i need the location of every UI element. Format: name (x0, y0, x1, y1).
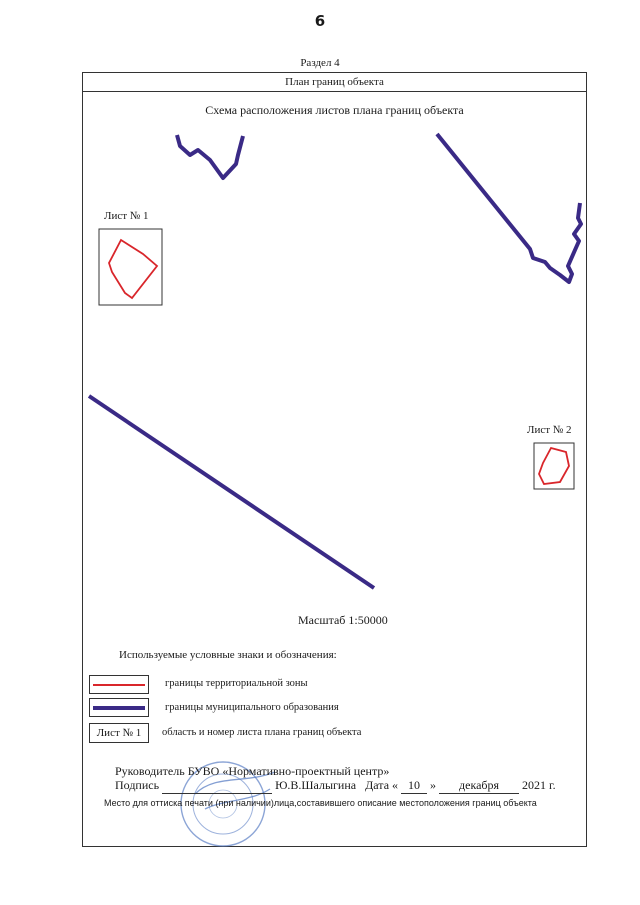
date-close: » (430, 778, 437, 792)
scale-label: Масштаб 1:50000 (298, 613, 388, 627)
section-title: Раздел 4 (300, 57, 340, 69)
stamp-place-note: Место для оттиска печати (при наличии)лица,составившего описание местоположения границ объекта (104, 798, 537, 808)
date-label: Дата « (365, 778, 399, 792)
sheet1-box[interactable] (99, 229, 162, 305)
legend-sheet-text: область и номер листа плана границ объекта (162, 727, 362, 738)
plan-header: План границ объекта (82, 72, 587, 92)
date-month: декабря (439, 778, 519, 794)
signature-line (115, 778, 556, 794)
signature-blank (162, 778, 272, 794)
legend-blue-symbol (89, 698, 149, 717)
legend-title: Используемые условные знаки и обозначения: (119, 649, 337, 661)
municipal-boundary-top (177, 135, 243, 178)
sign-label: Подпись (115, 778, 160, 792)
legend-sheet-symbol: Лист № 1 (89, 723, 149, 743)
scheme-title: Схема расположения листов плана границ объекта (205, 103, 464, 117)
legend-red-text: границы территориальной зоны (165, 678, 308, 689)
municipal-boundary-diagonal (89, 396, 374, 588)
date-day: 10 (401, 778, 427, 794)
page-number: 6 (314, 12, 326, 30)
municipal-boundary-right (437, 134, 581, 282)
sheet1-label: Лист № 1 (104, 210, 149, 222)
head-line: Руководитель БУВО «Нормативно-проектный центр» (115, 764, 390, 778)
legend-blue-text: границы муниципального образования (165, 702, 339, 713)
legend-red-symbol (89, 675, 149, 694)
date-year: 2021 г. (522, 778, 556, 792)
signer-name: Ю.В.Шалыгина (275, 778, 357, 792)
sheet2-label: Лист № 2 (527, 424, 572, 436)
